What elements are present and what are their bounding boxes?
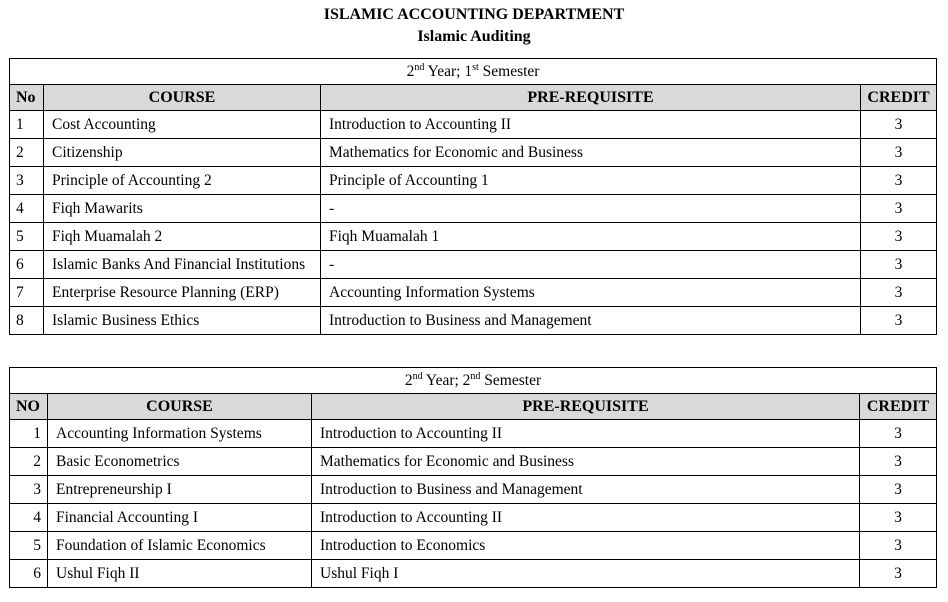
row-no: 2 xyxy=(10,448,48,476)
table-row xyxy=(10,167,937,195)
row-course: Foundation of Islamic Economics xyxy=(48,532,312,560)
table-row xyxy=(10,560,937,588)
row-prereq: Introduction to Economics xyxy=(312,532,860,560)
row-prereq: Fiqh Muamalah 1 xyxy=(321,223,861,251)
row-prereq: - xyxy=(321,195,861,223)
table-row xyxy=(10,307,937,335)
caption-semester-suffix: st xyxy=(472,61,479,73)
row-course: Basic Econometrics xyxy=(48,448,312,476)
caption-year-suffix: nd xyxy=(414,61,425,73)
semester-2-caption xyxy=(10,368,937,394)
semester-1-caption-row xyxy=(10,59,937,85)
row-credit: 3 xyxy=(860,504,937,532)
col-header-no: NO xyxy=(10,394,48,420)
row-no: 4 xyxy=(10,195,44,223)
row-prereq: Introduction to Accounting II xyxy=(321,111,861,139)
row-course: Principle of Accounting 2 xyxy=(44,167,321,195)
col-header-course: COURSE xyxy=(44,85,321,111)
row-prereq: Introduction to Accounting II xyxy=(312,504,860,532)
row-course: Entrepreneurship I xyxy=(48,476,312,504)
row-no: 5 xyxy=(10,223,44,251)
row-course: Ushul Fiqh II xyxy=(48,560,312,588)
table-row xyxy=(10,420,937,448)
row-credit: 3 xyxy=(861,279,937,307)
semester-1-header-row xyxy=(10,85,937,111)
caption-year-suffix: nd xyxy=(412,370,423,382)
table-row xyxy=(10,532,937,560)
col-header-prereq: PRE-REQUISITE xyxy=(312,394,860,420)
col-header-credit: CREDIT xyxy=(861,85,937,111)
row-credit: 3 xyxy=(860,560,937,588)
row-course: Cost Accounting xyxy=(44,111,321,139)
semester-2-caption-row xyxy=(10,368,937,394)
caption-semester-suffix: nd xyxy=(470,370,481,382)
col-header-course: COURSE xyxy=(48,394,312,420)
row-credit: 3 xyxy=(861,251,937,279)
row-credit: 3 xyxy=(861,111,937,139)
row-credit: 3 xyxy=(861,195,937,223)
row-prereq: Introduction to Accounting II xyxy=(312,420,860,448)
caption-year-text: Year; 1 xyxy=(424,62,473,80)
table-row xyxy=(10,448,937,476)
row-no: 8 xyxy=(10,307,44,335)
row-no: 7 xyxy=(10,279,44,307)
row-no: 4 xyxy=(10,504,48,532)
row-course: Enterprise Resource Planning (ERP) xyxy=(44,279,321,307)
table-row xyxy=(10,476,937,504)
row-prereq: Accounting Information Systems xyxy=(321,279,861,307)
row-course: Islamic Banks And Financial Institutions xyxy=(44,251,321,279)
table-row xyxy=(10,279,937,307)
caption-semester-text: Semester xyxy=(480,371,542,389)
row-no: 6 xyxy=(10,251,44,279)
table-row xyxy=(10,111,937,139)
table-row xyxy=(10,251,937,279)
caption-year-text: Year; 2 xyxy=(422,371,471,389)
row-course: Fiqh Muamalah 2 xyxy=(44,223,321,251)
row-no: 3 xyxy=(10,167,44,195)
semester-1-caption xyxy=(10,59,937,85)
row-prereq: Ushul Fiqh I xyxy=(312,560,860,588)
semester-2-header-row xyxy=(10,394,937,420)
col-header-credit: CREDIT xyxy=(860,394,937,420)
table-row xyxy=(10,139,937,167)
row-course: Citizenship xyxy=(44,139,321,167)
semester-2-table xyxy=(9,367,937,588)
row-course: Islamic Business Ethics xyxy=(44,307,321,335)
col-header-no: No xyxy=(10,85,44,111)
semester-1-table xyxy=(9,58,937,335)
caption-year-num: 2 xyxy=(404,371,413,389)
row-course: Financial Accounting I xyxy=(48,504,312,532)
row-credit: 3 xyxy=(861,167,937,195)
row-credit: 3 xyxy=(860,420,937,448)
row-prereq: Introduction to Business and Management xyxy=(321,307,861,335)
row-course: Accounting Information Systems xyxy=(48,420,312,448)
row-course: Fiqh Mawarits xyxy=(44,195,321,223)
row-prereq: - xyxy=(321,251,861,279)
row-no: 1 xyxy=(10,420,48,448)
row-credit: 3 xyxy=(860,476,937,504)
row-credit: 3 xyxy=(861,223,937,251)
table-row xyxy=(10,504,937,532)
table-row xyxy=(10,195,937,223)
caption-year-num: 2 xyxy=(406,62,415,80)
caption-semester-text: Semester xyxy=(478,62,540,80)
row-credit: 3 xyxy=(860,448,937,476)
row-prereq: Mathematics for Economic and Business xyxy=(312,448,860,476)
row-no: 2 xyxy=(10,139,44,167)
row-prereq: Principle of Accounting 1 xyxy=(321,167,861,195)
row-credit: 3 xyxy=(861,307,937,335)
row-prereq: Introduction to Business and Management xyxy=(312,476,860,504)
col-header-prereq: PRE-REQUISITE xyxy=(321,85,861,111)
table-row xyxy=(10,223,937,251)
row-no: 5 xyxy=(10,532,48,560)
row-no: 3 xyxy=(10,476,48,504)
row-prereq: Mathematics for Economic and Business xyxy=(321,139,861,167)
row-credit: 3 xyxy=(861,139,937,167)
row-credit: 3 xyxy=(860,532,937,560)
program-subtitle: Islamic Auditing xyxy=(417,28,531,45)
department-title: ISLAMIC ACCOUNTING DEPARTMENT xyxy=(323,6,625,23)
row-no: 6 xyxy=(10,560,48,588)
row-no: 1 xyxy=(10,111,44,139)
